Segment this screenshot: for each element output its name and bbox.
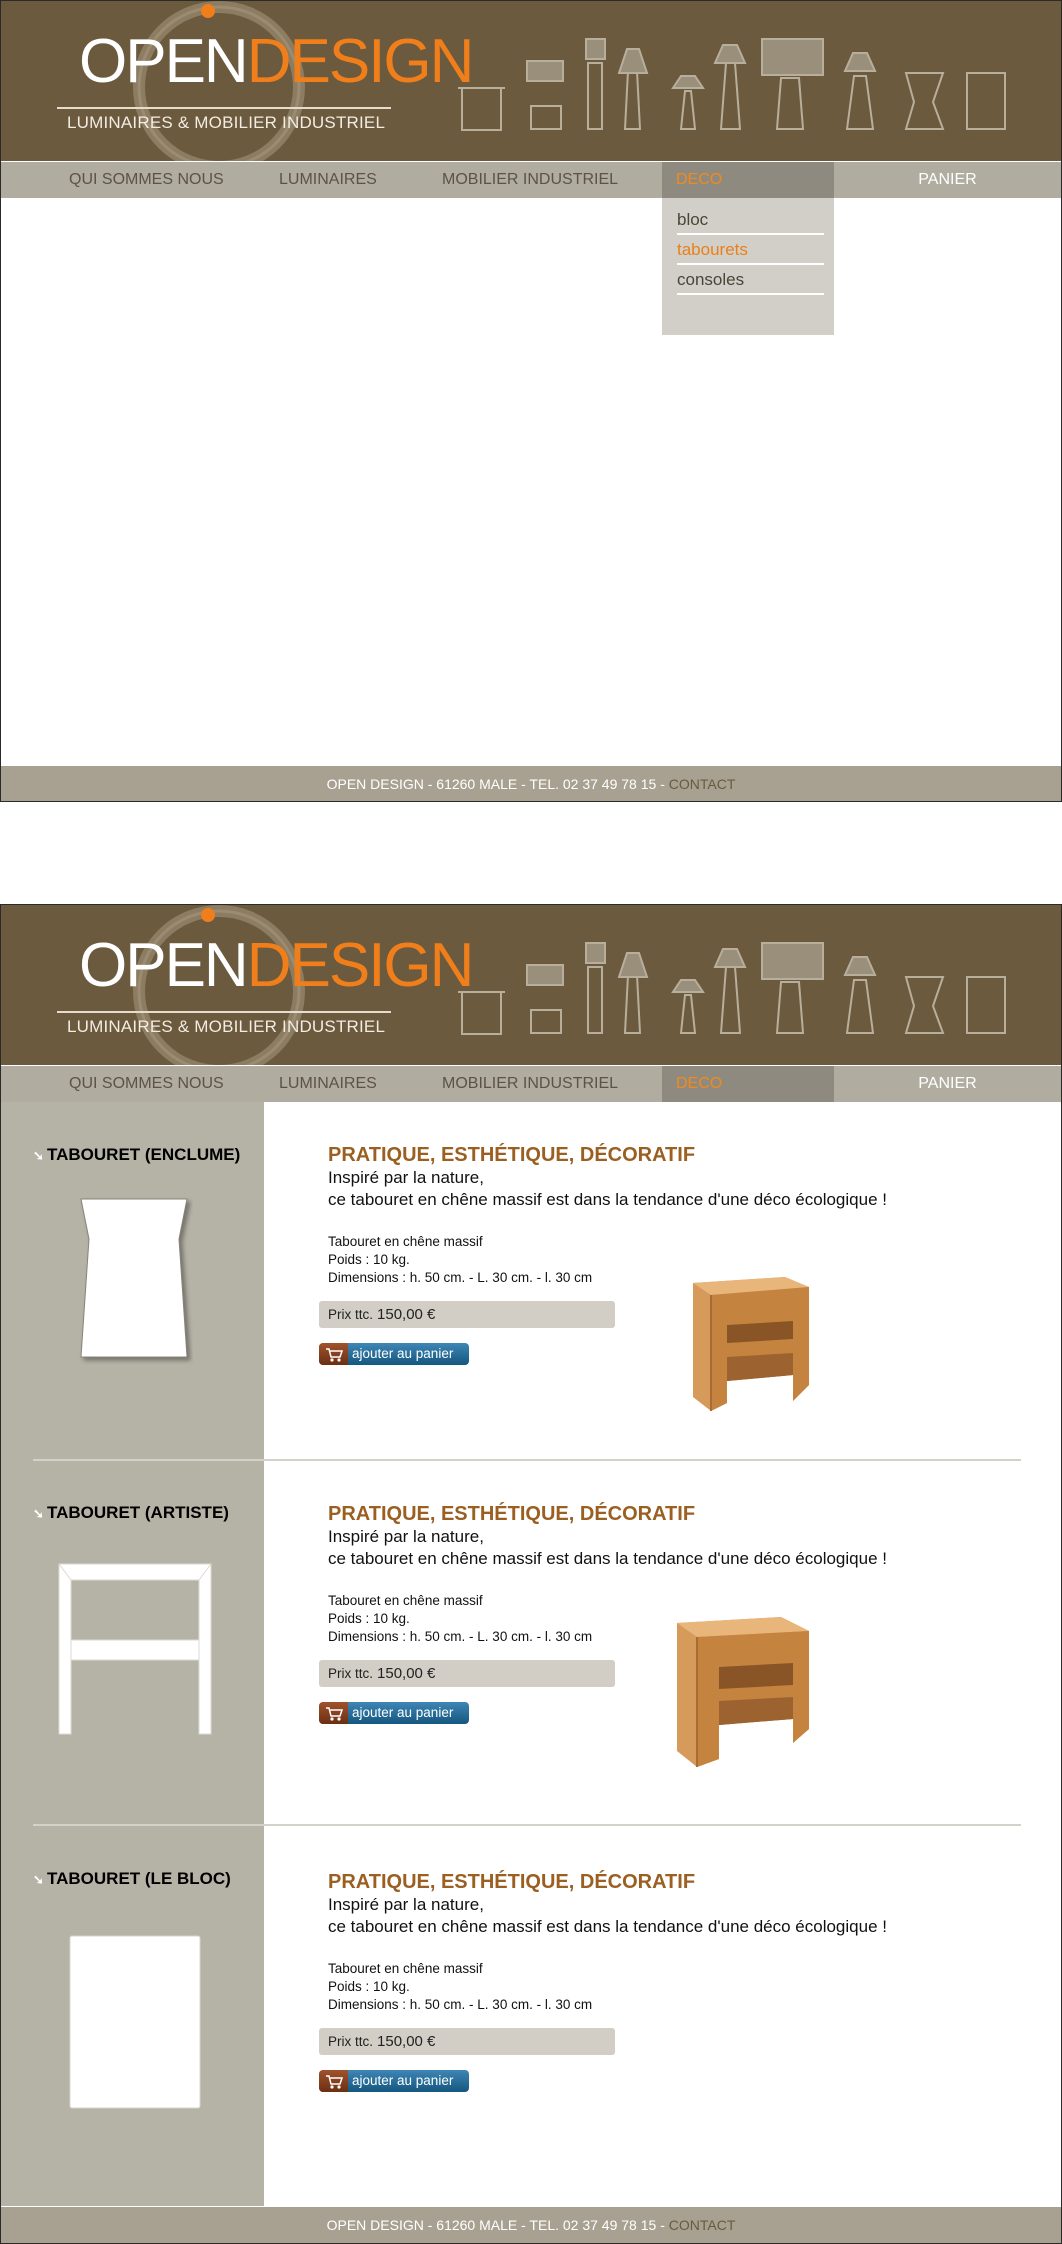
- product-spec-dimensions: Dimensions : h. 50 cm. - L. 30 cm. - l. 30 cm: [328, 1629, 593, 1644]
- product-photo[interactable]: [681, 1265, 821, 1415]
- product-title: [33, 1869, 231, 1889]
- block-stool-icon[interactable]: [69, 1935, 201, 2111]
- price-value: 150,00 €: [377, 1306, 436, 1323]
- arrow-icon: ➘: [33, 1506, 44, 1521]
- product-desc-line1: Inspiré par la nature,: [328, 1168, 484, 1187]
- nav-deco[interactable]: DECO: [662, 1066, 834, 1102]
- site-header: [1, 905, 1061, 1065]
- product-desc-line1: Inspiré par la nature,: [328, 1527, 484, 1546]
- logo-divider: [57, 107, 391, 109]
- cart-icon: [319, 1343, 348, 1365]
- product-desc-line2: ce tabouret en chêne massif est dans la tendance d'une déco écologique !: [328, 1917, 887, 1936]
- footer-address: OPEN DESIGN - 61260 MALE - TEL. 02 37 49 78 15 -: [326, 2217, 669, 2233]
- nav-mobilier-industriel[interactable]: MOBILIER INDUSTRIEL: [442, 1075, 619, 1092]
- anvil-stool-icon[interactable]: [75, 1195, 193, 1365]
- product-spec-weight: Poids : 10 kg.: [328, 1979, 410, 1994]
- artist-stool-icon[interactable]: [57, 1560, 213, 1740]
- product-spec-weight: Poids : 10 kg.: [328, 1611, 410, 1626]
- row-separator: [33, 1824, 1021, 1826]
- product-spec-weight: Poids : 10 kg.: [328, 1252, 410, 1267]
- site-footer: [1, 2207, 1061, 2243]
- add-to-cart-button[interactable]: [319, 1343, 469, 1365]
- product-spec-material: Tabouret en chêne massif: [328, 1593, 483, 1608]
- row-separator: [33, 1459, 1021, 1461]
- nav-luminaires[interactable]: LUMINAIRES: [279, 1075, 377, 1092]
- add-to-cart-button[interactable]: [319, 2070, 469, 2092]
- price-bar: [319, 1301, 615, 1328]
- brand-open: OPEN: [79, 931, 247, 1000]
- brand-subtitle: LUMINAIRES & MOBILIER INDUSTRIEL: [67, 1017, 386, 1036]
- nav-cart[interactable]: PANIER: [918, 1075, 977, 1092]
- page-mockup-menu: [0, 0, 1062, 802]
- main-nav: [1, 1066, 1061, 1102]
- product-desc-line2: ce tabouret en chêne massif est dans la tendance d'une déco écologique !: [328, 1190, 887, 1209]
- dropdown-item-consoles[interactable]: consoles: [677, 266, 824, 295]
- footer-address: OPEN DESIGN - 61260 MALE - TEL. 02 37 49 78 15 -: [326, 776, 669, 792]
- brand-open: OPEN: [79, 27, 247, 96]
- site-header: [1, 1, 1061, 161]
- product-name: TABOURET (ARTISTE): [47, 1503, 229, 1522]
- page-mockup-tabourets: [0, 904, 1062, 2244]
- add-to-cart-label: ajouter au panier: [352, 1705, 454, 1720]
- product-title: [33, 1145, 240, 1165]
- price-label: Prix ttc.: [328, 2034, 374, 2049]
- add-to-cart-label: ajouter au panier: [352, 1346, 454, 1361]
- nav-luminaires[interactable]: LUMINAIRES: [279, 171, 377, 188]
- product-spec-material: Tabouret en chêne massif: [328, 1234, 483, 1249]
- product-title: [33, 1503, 229, 1523]
- nav-cart[interactable]: PANIER: [918, 171, 977, 188]
- price-value: 150,00 €: [377, 1665, 436, 1682]
- brand-logo[interactable]: [79, 27, 473, 96]
- nav-qui-sommes-nous[interactable]: QUI SOMMES NOUS: [69, 1075, 224, 1092]
- footer-contact-link[interactable]: CONTACT: [668, 776, 736, 792]
- product-spec-material: Tabouret en chêne massif: [328, 1961, 483, 1976]
- price-label: Prix ttc.: [328, 1666, 374, 1681]
- main-nav: [1, 162, 1061, 198]
- dropdown-item-bloc[interactable]: bloc: [677, 206, 824, 235]
- product-tagline: PRATIQUE, ESTHÉTIQUE, DÉCORATIF: [328, 1871, 696, 1893]
- nav-deco[interactable]: DECO: [662, 162, 834, 198]
- brand-subtitle: LUMINAIRES & MOBILIER INDUSTRIEL: [67, 113, 386, 132]
- product-name: TABOURET (ENCLUME): [47, 1145, 241, 1164]
- price-bar: [319, 2028, 615, 2055]
- cart-icon: [319, 1702, 348, 1724]
- brand-design: DESIGN: [246, 27, 473, 96]
- product-spec-dimensions: Dimensions : h. 50 cm. - L. 30 cm. - l. 30 cm: [328, 1997, 593, 2012]
- brand-logo[interactable]: [79, 931, 473, 1000]
- product-desc-line1: Inspiré par la nature,: [328, 1895, 484, 1914]
- product-name: TABOURET (LE BLOC): [47, 1869, 231, 1888]
- product-tagline: PRATIQUE, ESTHÉTIQUE, DÉCORATIF: [328, 1503, 696, 1525]
- arrow-icon: ➘: [33, 1148, 44, 1163]
- arrow-icon: ➘: [33, 1872, 44, 1887]
- product-tagline: PRATIQUE, ESTHÉTIQUE, DÉCORATIF: [328, 1144, 696, 1166]
- price-bar: [319, 1660, 615, 1687]
- dropdown-item-tabourets[interactable]: tabourets: [677, 236, 824, 265]
- brand-design: DESIGN: [246, 931, 473, 1000]
- product-spec-dimensions: Dimensions : h. 50 cm. - L. 30 cm. - l. 30 cm: [328, 1270, 593, 1285]
- product-desc-line2: ce tabouret en chêne massif est dans la tendance d'une déco écologique !: [328, 1549, 887, 1568]
- add-to-cart-button[interactable]: [319, 1702, 469, 1724]
- cart-icon: [319, 2070, 348, 2092]
- nav-qui-sommes-nous[interactable]: QUI SOMMES NOUS: [69, 171, 224, 188]
- footer-contact-link[interactable]: CONTACT: [668, 2217, 736, 2233]
- price-label: Prix ttc.: [328, 1307, 374, 1322]
- price-value: 150,00 €: [377, 2033, 436, 2050]
- nav-mobilier-industriel[interactable]: MOBILIER INDUSTRIEL: [442, 171, 619, 188]
- logo-divider: [57, 1011, 391, 1013]
- site-footer: [1, 766, 1061, 802]
- deco-dropdown: [662, 198, 834, 335]
- add-to-cart-label: ajouter au panier: [352, 2073, 454, 2088]
- product-photo[interactable]: [669, 1611, 819, 1771]
